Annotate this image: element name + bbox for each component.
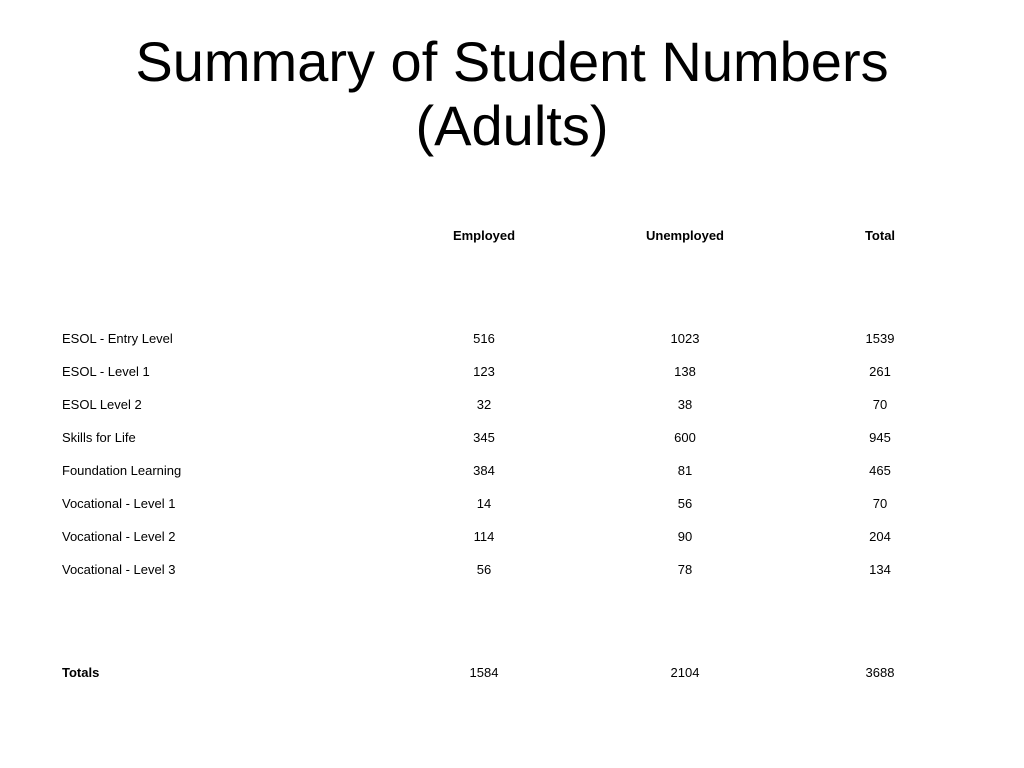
row-label: Foundation Learning: [62, 463, 182, 478]
header-employed: Employed: [452, 228, 516, 243]
totals-employed: 1584: [469, 665, 499, 680]
row-employed: 123: [473, 364, 495, 379]
row-total: 134: [869, 562, 891, 577]
row-unemployed: 138: [674, 364, 696, 379]
totals-total: 3688: [865, 665, 895, 680]
row-label: ESOL Level 2: [62, 397, 142, 412]
row-employed: 56: [476, 562, 492, 577]
row-unemployed: 1023: [670, 331, 700, 346]
row-total: 1539: [865, 331, 895, 346]
row-employed: 516: [473, 331, 495, 346]
row-employed: 345: [473, 430, 495, 445]
row-label: Skills for Life: [62, 430, 136, 445]
row-label: Vocational - Level 1: [62, 496, 176, 511]
row-label: Vocational - Level 3: [62, 562, 176, 577]
row-total: 261: [869, 364, 891, 379]
row-label: Vocational - Level 2: [62, 529, 176, 544]
row-total: 204: [869, 529, 891, 544]
slide-title-line-2: (Adults): [415, 94, 609, 157]
row-unemployed: 600: [674, 430, 696, 445]
row-employed: 384: [473, 463, 495, 478]
slide-title-line-1: Summary of Student Numbers: [135, 30, 889, 93]
row-label: ESOL - Level 1: [62, 364, 150, 379]
row-employed: 32: [476, 397, 492, 412]
totals-unemployed: 2104: [670, 665, 700, 680]
totals-label: Totals: [62, 665, 100, 680]
row-employed: 114: [473, 529, 495, 544]
row-unemployed: 90: [677, 529, 693, 544]
row-unemployed: 56: [677, 496, 693, 511]
row-label: ESOL - Entry Level: [62, 331, 173, 346]
row-total: 465: [869, 463, 891, 478]
row-unemployed: 81: [677, 463, 693, 478]
row-unemployed: 38: [677, 397, 693, 412]
row-unemployed: 78: [677, 562, 693, 577]
row-total: 945: [869, 430, 891, 445]
header-total: Total: [864, 228, 896, 243]
row-employed: 14: [476, 496, 492, 511]
row-total: 70: [872, 496, 888, 511]
row-total: 70: [872, 397, 888, 412]
header-unemployed: Unemployed: [645, 228, 724, 243]
